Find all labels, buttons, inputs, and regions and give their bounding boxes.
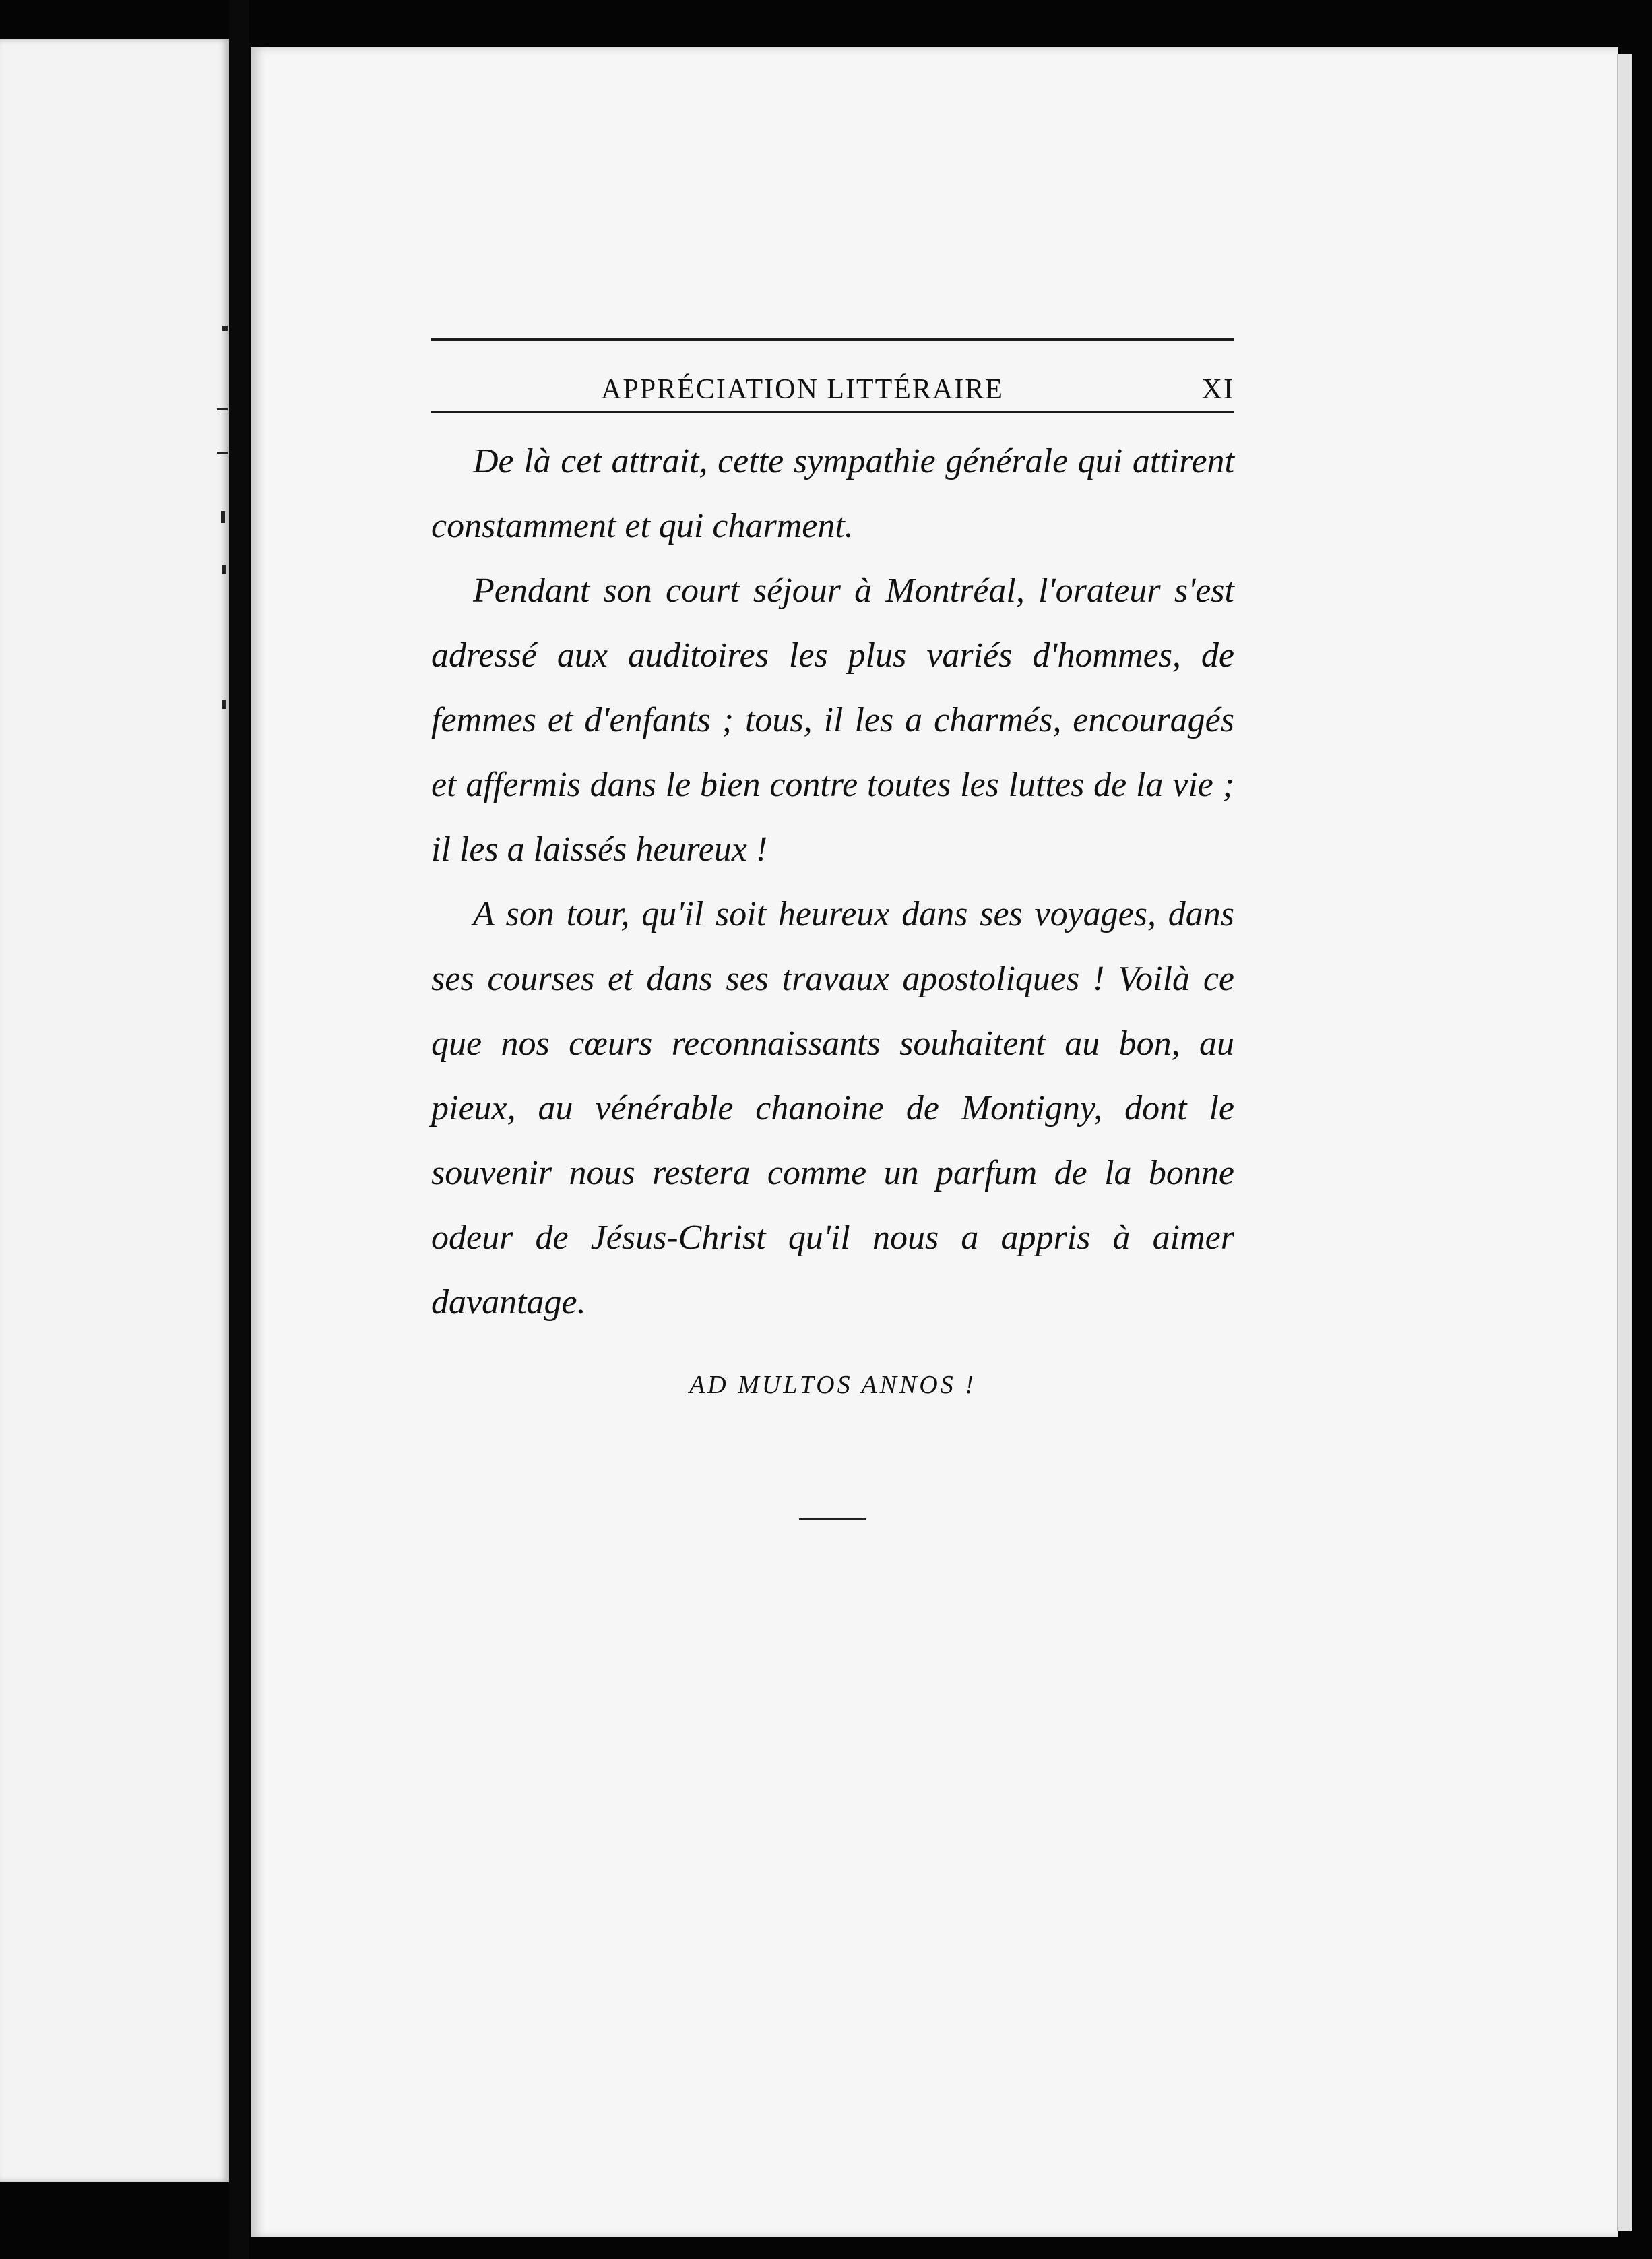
page-content <box>431 338 1234 1520</box>
page-edge <box>1617 54 1632 2231</box>
end-rule <box>799 1518 866 1520</box>
margin-mark <box>222 565 226 574</box>
header-rule-bottom <box>431 411 1234 413</box>
margin-mark <box>222 326 228 331</box>
margin-mark <box>221 511 225 523</box>
paragraph: De là cet attrait, cette sympathie générale qui attirent constamment et qui charment. <box>431 442 1234 545</box>
margin-mark <box>217 408 228 410</box>
facing-page-left <box>0 39 229 2182</box>
running-head-title: APPRÉCIATION LITTÉRAIRE <box>601 374 1004 405</box>
page-number: XI <box>1201 374 1234 405</box>
book-gutter <box>229 0 249 2259</box>
body-text <box>431 429 1234 1335</box>
paragraph: A son tour, qu'il soit heureux dans ses voyages, dans ses courses et dans ses travaux apostoliques ! Voilà ce que nos cœurs reconnaissants souhaitent au bon, au pieux, au vénérable chanoine de Montigny, dont le souvenir nous restera comme un parfum de la bonne odeur de Jésus-Christ qu'il nous a appris à aimer davantage. <box>431 895 1234 1322</box>
margin-mark <box>217 452 228 454</box>
running-head <box>431 341 1234 411</box>
margin-mark <box>222 700 226 709</box>
closing-line: AD MULTOS ANNOS ! <box>689 1371 976 1399</box>
paragraph: Pendant son court séjour à Montréal, l'orateur s'est adressé aux auditoires les plus variés d'hommes, de femmes et d'enfants ; tous, il les a charmés, encouragés et affermis dans le bien contre toutes les luttes de la vie ; il les a laissés heureux ! <box>431 571 1234 869</box>
